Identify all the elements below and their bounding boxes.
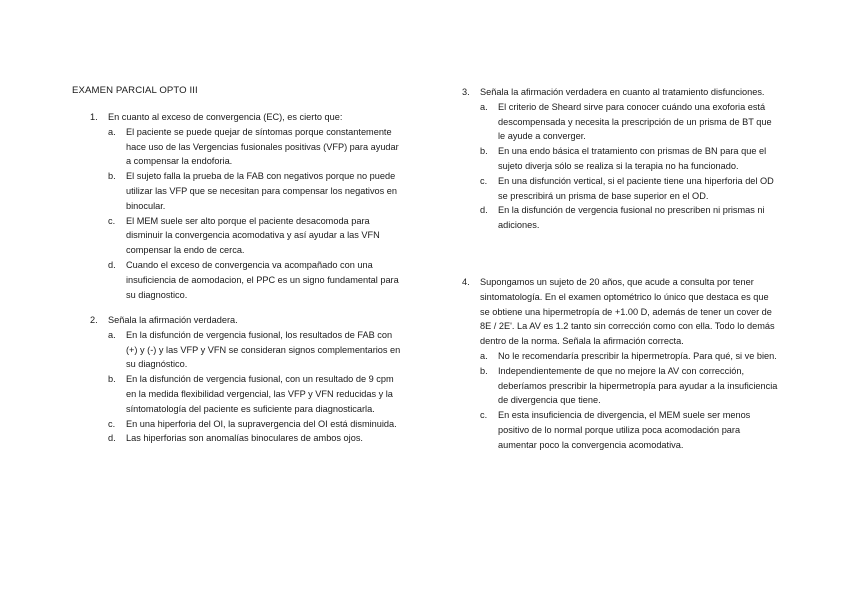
option-3a bbox=[480, 100, 780, 144]
question-text: Supongamos un sujeto de 20 años, que acude a consulta por tener sintomatología. En el examen optométrico lo único que destaca es que se obtiene una hipermetropía de +1.00 D, además de tener un cover de 8E / 2E'. La AV es 1.2 tanto sin corrección como con ella. Todo lo demás dentro de la norma. Señala la afirmación correcta. bbox=[480, 277, 775, 347]
option-letter: b. bbox=[108, 374, 116, 385]
question-number: 2. bbox=[90, 315, 98, 325]
option-letter: c. bbox=[108, 418, 116, 429]
option-letter: c. bbox=[480, 175, 488, 186]
option-list bbox=[480, 100, 780, 233]
question-2-stem bbox=[90, 313, 402, 328]
option-text: El MEM suele ser alto porque el paciente desacomoda para disminuir la convergencia acomodativa y así ayudar a las VFN compensar la endo de cerca. bbox=[126, 215, 380, 256]
option-1d bbox=[108, 258, 402, 302]
option-3d bbox=[480, 203, 780, 233]
option-letter: c. bbox=[108, 215, 116, 226]
option-letter: a. bbox=[108, 126, 116, 137]
question-text: En cuanto al exceso de convergencia (EC), es cierto que: bbox=[108, 112, 343, 122]
exam-title: EXAMEN PARCIAL OPTO III bbox=[72, 85, 198, 96]
option-text: En la disfunción de vergencia fusional no prescriben ni prismas ni adiciones. bbox=[498, 205, 765, 231]
question-3-stem bbox=[462, 85, 780, 100]
option-text: En la disfunción de vergencia fusional, con un resultado de 9 cpm en la medida flexibilidad vergencial, las VFP y VFN reducidas y la síntomatología del paciente es suficiente para diagnosticarla. bbox=[126, 374, 394, 414]
option-letter: c. bbox=[480, 410, 488, 421]
option-letter: d. bbox=[480, 205, 488, 216]
option-1b bbox=[108, 169, 402, 213]
option-text: No le recomendaría prescribir la hipermetropía. Para qué, si ve bien. bbox=[498, 350, 777, 361]
option-text: Las hiperforias son anomalías binoculares de ambos ojos. bbox=[126, 433, 363, 444]
option-letter: b. bbox=[480, 146, 488, 157]
option-list bbox=[108, 125, 402, 303]
option-4c bbox=[480, 408, 780, 452]
option-text: En una hiperforia del OI, la supravergencia del OI está disminuida. bbox=[126, 418, 397, 429]
question-number: 3. bbox=[462, 87, 470, 97]
question-number: 4. bbox=[462, 277, 470, 287]
question-1-stem bbox=[90, 110, 402, 125]
question-number: 1. bbox=[90, 112, 98, 122]
question-2 bbox=[90, 313, 402, 446]
option-1c bbox=[108, 214, 402, 258]
option-3b bbox=[480, 144, 780, 174]
option-4a bbox=[480, 349, 780, 364]
option-text: En una disfunción vertical, si el paciente tiene una hiperforia del OD se prescribirá un prisma de base superior en el OD. bbox=[498, 175, 774, 201]
question-1 bbox=[90, 110, 402, 302]
option-3c bbox=[480, 174, 780, 204]
option-letter: b. bbox=[480, 365, 488, 376]
question-4-stem bbox=[462, 275, 780, 349]
option-text: En esta insuficiencia de divergencia, el MEM suele ser menos positivo de lo normal porque utiliza poca acomodación para aumentar poco la convergencia acomodativa. bbox=[498, 410, 751, 450]
option-text: Cuando el exceso de convergencia va acompañado con una insuficiencia de aomodacion, el PPC es un signo fundamental para su diagnostico. bbox=[126, 259, 399, 300]
option-list bbox=[480, 349, 780, 453]
question-4 bbox=[462, 275, 780, 453]
option-list bbox=[108, 328, 402, 446]
option-letter: d. bbox=[108, 433, 116, 444]
option-2a bbox=[108, 328, 402, 372]
question-text: Señala la afirmación verdadera. bbox=[108, 315, 238, 325]
option-1a bbox=[108, 125, 402, 169]
option-text: El paciente se puede quejar de síntomas porque constantemente hace uso de las Vergencias fusionales positivas (VFP) para ayudar a compensar la endoforia. bbox=[126, 126, 399, 167]
option-text: En la disfunción de vergencia fusional, los resultados de FAB con (+) y (-) y las VFP y VFN se consideran signos complementarios en su diagnóstico. bbox=[126, 329, 401, 370]
option-2c bbox=[108, 417, 402, 432]
question-3 bbox=[462, 85, 780, 233]
option-text: En una endo básica el tratamiento con prismas de BN para que el sujeto diverja sólo se realiza si la terapia no ha funcionado. bbox=[498, 146, 767, 171]
option-4b bbox=[480, 364, 780, 408]
option-2d bbox=[108, 431, 402, 446]
option-text: El sujeto falla la prueba de la FAB con negativos porque no puede utilizar las VFP que se necesitan para compensar los negativos en binocular. bbox=[126, 171, 398, 211]
question-text: Señala la afirmación verdadera en cuanto al tratamiento disfunciones. bbox=[480, 87, 765, 97]
option-text: Independientemente de que no mejore la AV con corrección, deberíamos prescribir la hipermetropía para ayudar a la insuficiencia de divergencia que tiene. bbox=[498, 365, 778, 406]
option-letter: b. bbox=[108, 171, 116, 182]
option-2b bbox=[108, 372, 402, 416]
option-letter: a. bbox=[480, 350, 488, 361]
option-letter: a. bbox=[480, 101, 488, 112]
option-letter: a. bbox=[108, 329, 116, 340]
option-letter: d. bbox=[108, 259, 116, 270]
option-text: El criterio de Sheard sirve para conocer cuándo una exoforia está descompensada y necesita la prescripción de un prisma de BT que le ayude a converger. bbox=[498, 101, 772, 142]
